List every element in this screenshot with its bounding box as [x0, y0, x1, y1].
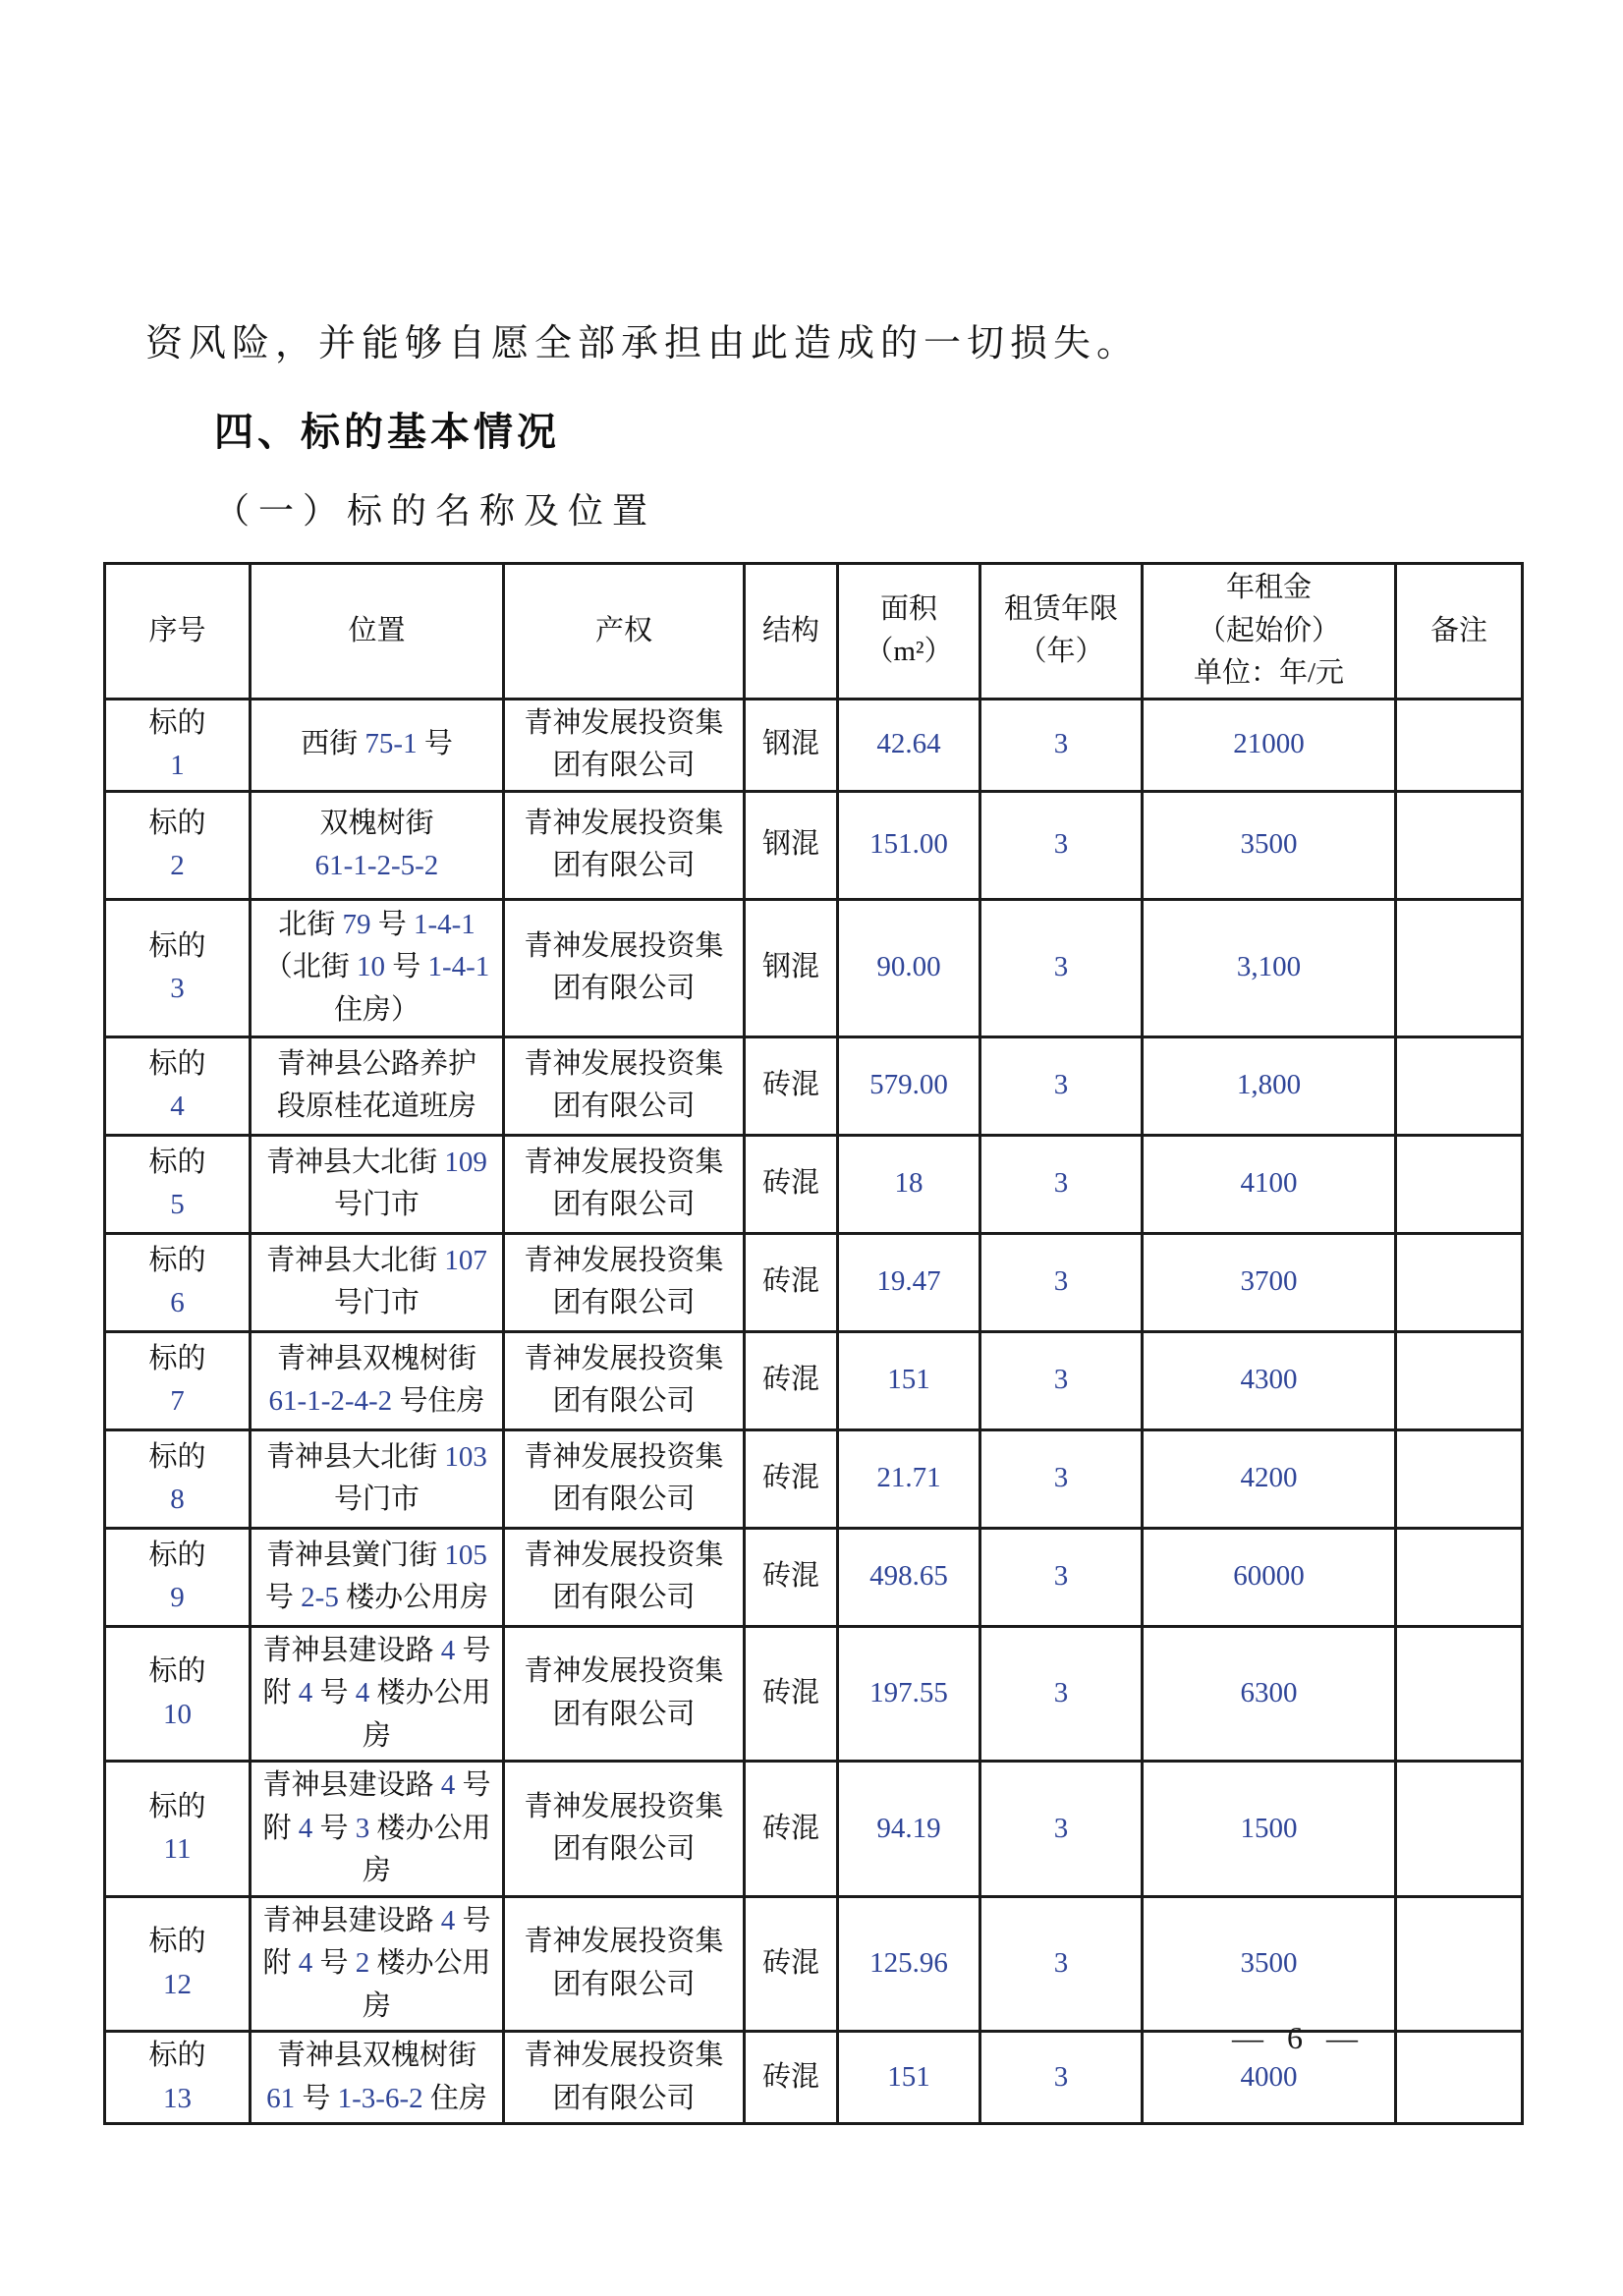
table-row	[105, 1528, 1523, 1626]
assets-table	[103, 562, 1524, 2125]
table-body	[105, 699, 1523, 2124]
header-cell-remark: 备注	[1396, 564, 1523, 700]
cell-location: 青神县大北街 107 号门市	[251, 1233, 504, 1331]
cell-remark	[1396, 1036, 1523, 1135]
cell-area: 21.71	[838, 1429, 980, 1528]
cell-seq: 标的 5	[105, 1135, 251, 1233]
cell-annual-rent: 1,800	[1143, 1036, 1396, 1135]
cell-location: 青神县建设路 4 号 附 4 号 3 楼办公用 房	[251, 1762, 504, 1897]
table-row	[105, 1429, 1523, 1528]
cell-ownership: 青神发展投资集 团有限公司	[504, 1896, 745, 2032]
table-row	[105, 1896, 1523, 2032]
cell-structure: 砖混	[745, 1233, 838, 1331]
cell-seq: 标的 12	[105, 1896, 251, 2032]
cell-ownership: 青神发展投资集 团有限公司	[504, 1036, 745, 1135]
cell-structure: 砖混	[745, 1626, 838, 1762]
header-cell-ownership: 产权	[504, 564, 745, 700]
cell-ownership: 青神发展投资集 团有限公司	[504, 2032, 745, 2124]
cell-annual-rent: 3500	[1143, 791, 1396, 899]
page-number: — 6 —	[1232, 2020, 1366, 2055]
cell-structure: 钢混	[745, 899, 838, 1036]
cell-lease-years: 3	[980, 2032, 1143, 2124]
cell-area: 18	[838, 1135, 980, 1233]
cell-remark	[1396, 1135, 1523, 1233]
cell-lease-years: 3	[980, 1331, 1143, 1429]
cell-seq: 标的 6	[105, 1233, 251, 1331]
cell-annual-rent: 6300	[1143, 1626, 1396, 1762]
cell-remark	[1396, 899, 1523, 1036]
cell-structure: 砖混	[745, 1036, 838, 1135]
cell-remark	[1396, 1528, 1523, 1626]
header-cell-lease-years: 租赁年限 （年）	[980, 564, 1143, 700]
cell-seq: 标的 2	[105, 791, 251, 899]
cell-ownership: 青神发展投资集 团有限公司	[504, 1626, 745, 1762]
cell-location: 青神县公路养护 段原桂花道班房	[251, 1036, 504, 1135]
cell-remark	[1396, 1331, 1523, 1429]
table-row	[105, 1626, 1523, 1762]
cell-location: 双槐树街 61-1-2-5-2	[251, 791, 504, 899]
cell-location: 青神县大北街 103 号门市	[251, 1429, 504, 1528]
cell-annual-rent: 60000	[1143, 1528, 1396, 1626]
cell-area: 151.00	[838, 791, 980, 899]
cell-location: 北街 79 号 1-4-1 （北街 10 号 1-4-1 住房）	[251, 899, 504, 1036]
cell-area: 19.47	[838, 1233, 980, 1331]
cell-lease-years: 3	[980, 1429, 1143, 1528]
cell-annual-rent: 4200	[1143, 1429, 1396, 1528]
cell-lease-years: 3	[980, 1233, 1143, 1331]
cell-seq: 标的 10	[105, 1626, 251, 1762]
table-row	[105, 1331, 1523, 1429]
table-row	[105, 699, 1523, 791]
cell-remark	[1396, 1762, 1523, 1897]
cell-structure: 砖混	[745, 2032, 838, 2124]
cell-lease-years: 3	[980, 791, 1143, 899]
cell-location: 青神县黉门街 105 号 2-5 楼办公用房	[251, 1528, 504, 1626]
cell-structure: 钢混	[745, 699, 838, 791]
table-row	[105, 1233, 1523, 1331]
cell-seq: 标的 1	[105, 699, 251, 791]
cell-lease-years: 3	[980, 1762, 1143, 1897]
cell-area: 151	[838, 1331, 980, 1429]
cell-seq: 标的 13	[105, 2032, 251, 2124]
cell-area: 579.00	[838, 1036, 980, 1135]
cell-lease-years: 3	[980, 1528, 1143, 1626]
cell-lease-years: 3	[980, 899, 1143, 1036]
cell-location: 青神县双槐树街 61-1-2-4-2 号住房	[251, 1331, 504, 1429]
cell-seq: 标的 11	[105, 1762, 251, 1897]
cell-annual-rent: 4300	[1143, 1331, 1396, 1429]
cell-seq: 标的 7	[105, 1331, 251, 1429]
cell-area: 498.65	[838, 1528, 980, 1626]
cell-remark	[1396, 1429, 1523, 1528]
cell-area: 42.64	[838, 699, 980, 791]
table-row	[105, 791, 1523, 899]
cell-area: 151	[838, 2032, 980, 2124]
cell-ownership: 青神发展投资集 团有限公司	[504, 791, 745, 899]
cell-lease-years: 3	[980, 699, 1143, 791]
cell-remark	[1396, 699, 1523, 791]
header-cell-structure: 结构	[745, 564, 838, 700]
cell-annual-rent: 3700	[1143, 1233, 1396, 1331]
cell-lease-years: 3	[980, 1626, 1143, 1762]
cell-area: 197.55	[838, 1626, 980, 1762]
cell-structure: 砖混	[745, 1429, 838, 1528]
cell-remark	[1396, 1233, 1523, 1331]
header-cell-location: 位置	[251, 564, 504, 700]
cell-structure: 砖混	[745, 1896, 838, 2032]
cell-location: 青神县建设路 4 号 附 4 号 2 楼办公用 房	[251, 1896, 504, 2032]
sub-heading: （一）标的名称及位置	[214, 491, 657, 531]
table-row	[105, 1135, 1523, 1233]
header-cell-area: 面积 （m²）	[838, 564, 980, 700]
cell-area: 94.19	[838, 1762, 980, 1897]
table-header-row	[105, 564, 1523, 700]
table-header	[105, 564, 1523, 700]
cell-location: 青神县双槐树街 61 号 1-3-6-2 住房	[251, 2032, 504, 2124]
table-row	[105, 1762, 1523, 1897]
cell-location: 青神县建设路 4 号 附 4 号 4 楼办公用 房	[251, 1626, 504, 1762]
cell-ownership: 青神发展投资集 团有限公司	[504, 1233, 745, 1331]
cell-structure: 砖混	[745, 1135, 838, 1233]
table-row	[105, 899, 1523, 1036]
cell-annual-rent: 21000	[1143, 699, 1396, 791]
cell-ownership: 青神发展投资集 团有限公司	[504, 1528, 745, 1626]
section-heading: 四、标的基本情况	[214, 411, 560, 454]
cell-remark	[1396, 1626, 1523, 1762]
cell-annual-rent: 3500	[1143, 1896, 1396, 2032]
table-row	[105, 1036, 1523, 1135]
cell-seq: 标的 8	[105, 1429, 251, 1528]
cell-structure: 砖混	[745, 1331, 838, 1429]
cell-lease-years: 3	[980, 1036, 1143, 1135]
cell-lease-years: 3	[980, 1135, 1143, 1233]
cell-annual-rent: 3,100	[1143, 899, 1396, 1036]
cell-area: 125.96	[838, 1896, 980, 2032]
cell-annual-rent: 4100	[1143, 1135, 1396, 1233]
cell-annual-rent: 1500	[1143, 1762, 1396, 1897]
cell-remark	[1396, 1896, 1523, 2032]
cell-remark	[1396, 791, 1523, 899]
cell-ownership: 青神发展投资集 团有限公司	[504, 1762, 745, 1897]
cell-lease-years: 3	[980, 1896, 1143, 2032]
cell-structure: 砖混	[745, 1528, 838, 1626]
header-cell-annual-rent: 年租金 （起始价） 单位：年/元	[1143, 564, 1396, 700]
cell-ownership: 青神发展投资集 团有限公司	[504, 1331, 745, 1429]
cell-ownership: 青神发展投资集 团有限公司	[504, 1135, 745, 1233]
cell-structure: 钢混	[745, 791, 838, 899]
cell-remark	[1396, 2032, 1523, 2124]
cell-location: 青神县大北街 109 号门市	[251, 1135, 504, 1233]
cell-seq: 标的 3	[105, 899, 251, 1036]
cell-area: 90.00	[838, 899, 980, 1036]
header-cell-seq: 序号	[105, 564, 251, 700]
cell-annual-rent: 4000	[1143, 2032, 1396, 2124]
cell-location: 西街 75-1 号	[251, 699, 504, 791]
cell-seq: 标的 9	[105, 1528, 251, 1626]
cell-structure: 砖混	[745, 1762, 838, 1897]
cell-seq: 标的 4	[105, 1036, 251, 1135]
intro-paragraph: 资风险，并能够自愿全部承担由此造成的一切损失。	[145, 323, 1141, 364]
cell-ownership: 青神发展投资集 团有限公司	[504, 699, 745, 791]
cell-ownership: 青神发展投资集 团有限公司	[504, 899, 745, 1036]
cell-ownership: 青神发展投资集 团有限公司	[504, 1429, 745, 1528]
